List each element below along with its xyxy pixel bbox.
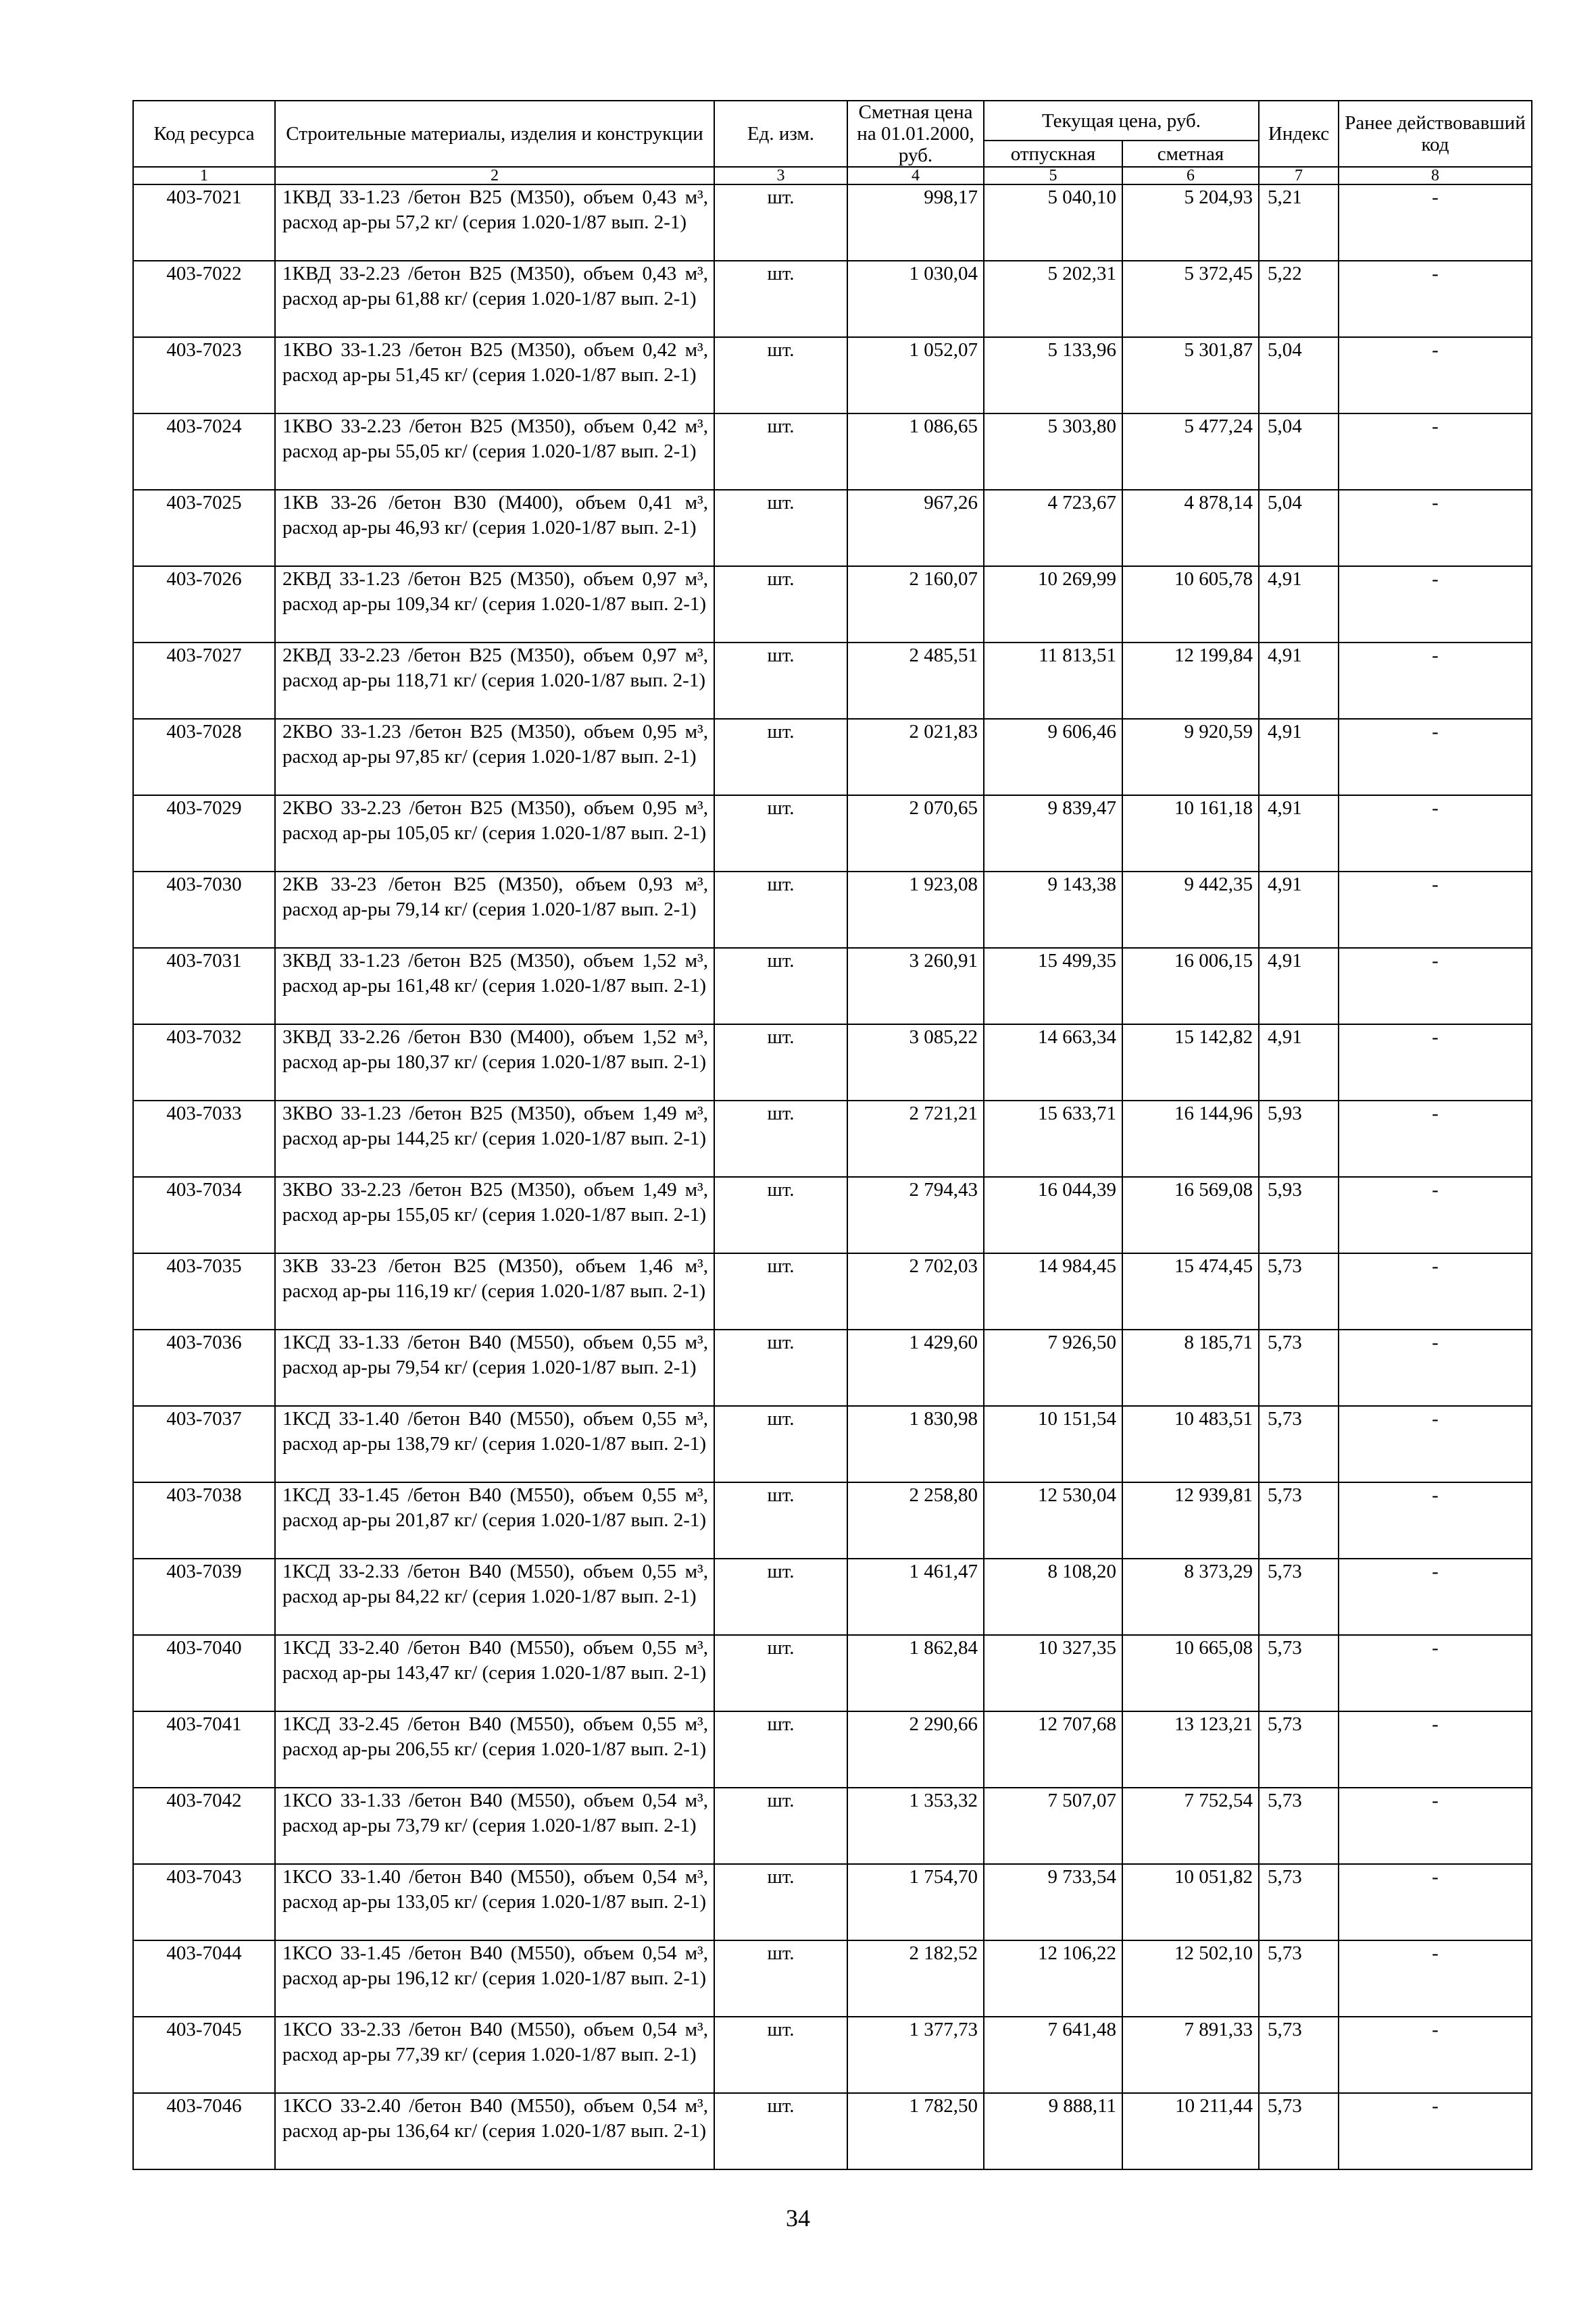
previous-code: -: [1339, 643, 1532, 719]
resource-code: 403-7046: [133, 2093, 275, 2169]
estimate-price: 7 752,54: [1122, 1788, 1259, 1864]
base-price: 3 085,22: [847, 1024, 984, 1101]
release-price: 10 269,99: [984, 566, 1122, 643]
previous-code: -: [1339, 948, 1532, 1024]
material-name: 2КВО 33-1.23 /бетон В25 (М350), объем 0,95 м³, расход ар-ры 97,85 кг/ (серия 1.020-1/87 вып. 2-1): [275, 719, 714, 795]
release-price: 15 633,71: [984, 1101, 1122, 1177]
previous-code: -: [1339, 490, 1532, 566]
table-row: [133, 1940, 1532, 2017]
material-name: 1КВО 33-2.23 /бетон В25 (М350), объем 0,42 м³, расход ар-ры 55,05 кг/ (серия 1.020-1/87 вып. 2-1): [275, 413, 714, 490]
previous-code: -: [1339, 872, 1532, 948]
base-price: 1 353,32: [847, 1788, 984, 1864]
release-price: 9 733,54: [984, 1864, 1122, 1940]
price-index: 5,93: [1259, 1177, 1339, 1253]
resource-code: 403-7038: [133, 1482, 275, 1559]
unit-of-measure: шт.: [714, 719, 847, 795]
release-price: 7 507,07: [984, 1788, 1122, 1864]
material-name: 1КСО 33-1.40 /бетон В40 (М550), объем 0,54 м³, расход ар-ры 133,05 кг/ (серия 1.020-1/87 вып. 2-1): [275, 1864, 714, 1940]
material-name: 3КВО 33-2.23 /бетон В25 (М350), объем 1,49 м³, расход ар-ры 155,05 кг/ (серия 1.020-1/87 вып. 2-1): [275, 1177, 714, 1253]
resource-code: 403-7039: [133, 1559, 275, 1635]
unit-of-measure: шт.: [714, 1101, 847, 1177]
material-name: 1КСО 33-1.33 /бетон В40 (М550), объем 0,54 м³, расход ар-ры 73,79 кг/ (серия 1.020-1/87 вып. 2-1): [275, 1788, 714, 1864]
column-numbers-row: [133, 167, 1532, 184]
price-index: 5,73: [1259, 1559, 1339, 1635]
material-name: 2КВО 33-2.23 /бетон В25 (М350), объем 0,95 м³, расход ар-ры 105,05 кг/ (серия 1.020-1/87 вып. 2-1): [275, 795, 714, 872]
unit-of-measure: шт.: [714, 2017, 847, 2093]
col-number: 7: [1259, 167, 1339, 184]
release-price: 4 723,67: [984, 490, 1122, 566]
estimate-price: 10 051,82: [1122, 1864, 1259, 1940]
base-price: 1 429,60: [847, 1330, 984, 1406]
resource-code: 403-7043: [133, 1864, 275, 1940]
previous-code: -: [1339, 719, 1532, 795]
material-name: 2КВ 33-23 /бетон В25 (М350), объем 0,93 м³, расход ар-ры 79,14 кг/ (серия 1.020-1/87 вып. 2-1): [275, 872, 714, 948]
material-name: 1КСД 33-2.40 /бетон В40 (М550), объем 0,55 м³, расход ар-ры 143,47 кг/ (серия 1.020-1/87 вып. 2-1): [275, 1635, 714, 1711]
resource-code: 403-7035: [133, 1253, 275, 1330]
material-name: 1КСО 33-1.45 /бетон В40 (М550), объем 0,54 м³, расход ар-ры 196,12 кг/ (серия 1.020-1/87 вып. 2-1): [275, 1940, 714, 2017]
material-name: 3КВО 33-1.23 /бетон В25 (М350), объем 1,49 м³, расход ар-ры 144,25 кг/ (серия 1.020-1/87 вып. 2-1): [275, 1101, 714, 1177]
price-index: 4,91: [1259, 643, 1339, 719]
base-price: 2 258,80: [847, 1482, 984, 1559]
estimate-price: 7 891,33: [1122, 2017, 1259, 2093]
estimate-price: 12 939,81: [1122, 1482, 1259, 1559]
resource-code: 403-7033: [133, 1101, 275, 1177]
base-price: 967,26: [847, 490, 984, 566]
unit-of-measure: шт.: [714, 643, 847, 719]
material-name: 3КВД 33-1.23 /бетон В25 (М350), объем 1,52 м³, расход ар-ры 161,48 кг/ (серия 1.020-1/87 вып. 2-1): [275, 948, 714, 1024]
base-price: 1 461,47: [847, 1559, 984, 1635]
estimate-price: 8 185,71: [1122, 1330, 1259, 1406]
page-number: 34: [786, 2205, 810, 2232]
material-name: 1КСД 33-1.33 /бетон В40 (М550), объем 0,55 м³, расход ар-ры 79,54 кг/ (серия 1.020-1/87 вып. 2-1): [275, 1330, 714, 1406]
unit-of-measure: шт.: [714, 1253, 847, 1330]
material-name: 3КВД 33-2.26 /бетон В30 (М400), объем 1,52 м³, расход ар-ры 180,37 кг/ (серия 1.020-1/87 вып. 2-1): [275, 1024, 714, 1101]
base-price: 2 021,83: [847, 719, 984, 795]
previous-code: -: [1339, 337, 1532, 413]
table-row: [133, 1330, 1532, 1406]
base-price: 2 070,65: [847, 795, 984, 872]
table-row: [133, 1406, 1532, 1482]
material-name: 2КВД 33-2.23 /бетон В25 (М350), объем 0,97 м³, расход ар-ры 118,71 кг/ (серия 1.020-1/87 вып. 2-1): [275, 643, 714, 719]
release-price: 14 663,34: [984, 1024, 1122, 1101]
resource-code: 403-7032: [133, 1024, 275, 1101]
estimate-price: 12 199,84: [1122, 643, 1259, 719]
resource-code: 403-7021: [133, 184, 275, 261]
table-row: [133, 1864, 1532, 1940]
estimate-price: 9 920,59: [1122, 719, 1259, 795]
release-price: 11 813,51: [984, 643, 1122, 719]
resource-code: 403-7045: [133, 2017, 275, 2093]
table-row: [133, 337, 1532, 413]
price-index: 5,73: [1259, 1940, 1339, 2017]
release-price: 10 327,35: [984, 1635, 1122, 1711]
base-price: 1 030,04: [847, 261, 984, 337]
table-row: [133, 1559, 1532, 1635]
release-price: 9 143,38: [984, 872, 1122, 948]
resource-code: 403-7030: [133, 872, 275, 948]
unit-of-measure: шт.: [714, 566, 847, 643]
previous-code: -: [1339, 1711, 1532, 1788]
previous-code: -: [1339, 1635, 1532, 1711]
unit-of-measure: шт.: [714, 1177, 847, 1253]
price-index: 5,22: [1259, 261, 1339, 337]
unit-of-measure: шт.: [714, 795, 847, 872]
price-index: 4,91: [1259, 1024, 1339, 1101]
previous-code: -: [1339, 2093, 1532, 2169]
resource-code: 403-7041: [133, 1711, 275, 1788]
table-row: [133, 1482, 1532, 1559]
resource-code: 403-7025: [133, 490, 275, 566]
unit-of-measure: шт.: [714, 1635, 847, 1711]
unit-of-measure: шт.: [714, 261, 847, 337]
resource-code: 403-7036: [133, 1330, 275, 1406]
material-name: 1КСО 33-2.33 /бетон В40 (М550), объем 0,54 м³, расход ар-ры 77,39 кг/ (серия 1.020-1/87 вып. 2-1): [275, 2017, 714, 2093]
previous-code: -: [1339, 1940, 1532, 2017]
unit-of-measure: шт.: [714, 1330, 847, 1406]
col-number: 2: [275, 167, 714, 184]
release-price: 7 641,48: [984, 2017, 1122, 2093]
estimate-price: 13 123,21: [1122, 1711, 1259, 1788]
unit-of-measure: шт.: [714, 872, 847, 948]
unit-of-measure: шт.: [714, 1940, 847, 2017]
table-row: [133, 1635, 1532, 1711]
previous-code: -: [1339, 1177, 1532, 1253]
table-row: [133, 1253, 1532, 1330]
col-number: 8: [1339, 167, 1532, 184]
price-index: 5,73: [1259, 1482, 1339, 1559]
table-row: [133, 1101, 1532, 1177]
resource-code: 403-7028: [133, 719, 275, 795]
resource-code: 403-7024: [133, 413, 275, 490]
previous-code: -: [1339, 1559, 1532, 1635]
table-row: [133, 643, 1532, 719]
material-name: 1КВД 33-2.23 /бетон В25 (М350), объем 0,43 м³, расход ар-ры 61,88 кг/ (серия 1.020-1/87 вып. 2-1): [275, 261, 714, 337]
col-number: 5: [984, 167, 1122, 184]
resource-code: 403-7034: [133, 1177, 275, 1253]
base-price: 1 862,84: [847, 1635, 984, 1711]
estimate-price: 10 161,18: [1122, 795, 1259, 872]
unit-of-measure: шт.: [714, 337, 847, 413]
base-price: 1 086,65: [847, 413, 984, 490]
col-number: 3: [714, 167, 847, 184]
header-index: Индекс: [1259, 101, 1339, 167]
price-index: 5,73: [1259, 1711, 1339, 1788]
estimate-price: 5 301,87: [1122, 337, 1259, 413]
release-price: 16 044,39: [984, 1177, 1122, 1253]
release-price: 5 303,80: [984, 413, 1122, 490]
base-price: 2 160,07: [847, 566, 984, 643]
base-price: 998,17: [847, 184, 984, 261]
estimate-price: 5 477,24: [1122, 413, 1259, 490]
price-index: 5,93: [1259, 1101, 1339, 1177]
unit-of-measure: шт.: [714, 184, 847, 261]
price-index: 4,91: [1259, 719, 1339, 795]
previous-code: -: [1339, 1406, 1532, 1482]
previous-code: -: [1339, 413, 1532, 490]
unit-of-measure: шт.: [714, 490, 847, 566]
material-name: 2КВД 33-1.23 /бетон В25 (М350), объем 0,97 м³, расход ар-ры 109,34 кг/ (серия 1.020-1/87 вып. 2-1): [275, 566, 714, 643]
material-name: 3КВ 33-23 /бетон В25 (М350), объем 1,46 м³, расход ар-ры 116,19 кг/ (серия 1.020-1/87 вып. 2-1): [275, 1253, 714, 1330]
estimate-price: 15 142,82: [1122, 1024, 1259, 1101]
release-price: 5 202,31: [984, 261, 1122, 337]
col-number: 1: [133, 167, 275, 184]
base-price: 1 830,98: [847, 1406, 984, 1482]
release-price: 12 707,68: [984, 1711, 1122, 1788]
previous-code: -: [1339, 1864, 1532, 1940]
previous-code: -: [1339, 1788, 1532, 1864]
base-price: 2 290,66: [847, 1711, 984, 1788]
estimate-price: 16 144,96: [1122, 1101, 1259, 1177]
header-release-price: отпускная: [984, 141, 1122, 167]
estimate-price: 5 372,45: [1122, 261, 1259, 337]
price-table: [132, 100, 1532, 2170]
previous-code: -: [1339, 261, 1532, 337]
unit-of-measure: шт.: [714, 1482, 847, 1559]
table-row: [133, 261, 1532, 337]
release-price: 8 108,20: [984, 1559, 1122, 1635]
table-row: [133, 795, 1532, 872]
base-price: 2 182,52: [847, 1940, 984, 2017]
table-header: [133, 101, 1532, 184]
release-price: 10 151,54: [984, 1406, 1122, 1482]
material-name: 1КСД 33-1.40 /бетон В40 (М550), объем 0,55 м³, расход ар-ры 138,79 кг/ (серия 1.020-1/87 вып. 2-1): [275, 1406, 714, 1482]
material-name: 1КВ 33-26 /бетон В30 (М400), объем 0,41 м³, расход ар-ры 46,93 кг/ (серия 1.020-1/87 вып. 2-1): [275, 490, 714, 566]
previous-code: -: [1339, 2017, 1532, 2093]
unit-of-measure: шт.: [714, 1864, 847, 1940]
header-base-price: Сметная цена на 01.01.2000, руб.: [847, 101, 984, 167]
price-index: 4,91: [1259, 795, 1339, 872]
release-price: 5 133,96: [984, 337, 1122, 413]
estimate-price: 9 442,35: [1122, 872, 1259, 948]
estimate-price: 8 373,29: [1122, 1559, 1259, 1635]
unit-of-measure: шт.: [714, 1406, 847, 1482]
price-index: 4,91: [1259, 566, 1339, 643]
price-index: 5,73: [1259, 1330, 1339, 1406]
table-body: [133, 184, 1532, 2169]
base-price: 2 702,03: [847, 1253, 984, 1330]
material-name: 1КВД 33-1.23 /бетон В25 (М350), объем 0,43 м³, расход ар-ры 57,2 кг/ (серия 1.020-1/87 вып. 2-1): [275, 184, 714, 261]
previous-code: -: [1339, 566, 1532, 643]
unit-of-measure: шт.: [714, 1711, 847, 1788]
resource-code: 403-7026: [133, 566, 275, 643]
price-index: 5,73: [1259, 1788, 1339, 1864]
release-price: 15 499,35: [984, 948, 1122, 1024]
base-price: 1 377,73: [847, 2017, 984, 2093]
estimate-price: 16 006,15: [1122, 948, 1259, 1024]
estimate-price: 16 569,08: [1122, 1177, 1259, 1253]
previous-code: -: [1339, 1482, 1532, 1559]
table-row: [133, 1788, 1532, 1864]
estimate-price: 10 605,78: [1122, 566, 1259, 643]
header-name: Строительные материалы, изделия и конструкции: [275, 101, 714, 167]
table-row: [133, 1711, 1532, 1788]
resource-code: 403-7022: [133, 261, 275, 337]
material-name: 1КСД 33-2.33 /бетон В40 (М550), объем 0,55 м³, расход ар-ры 84,22 кг/ (серия 1.020-1/87 вып. 2-1): [275, 1559, 714, 1635]
base-price: 1 754,70: [847, 1864, 984, 1940]
price-index: 5,04: [1259, 413, 1339, 490]
release-price: 12 106,22: [984, 1940, 1122, 2017]
resource-code: 403-7031: [133, 948, 275, 1024]
base-price: 1 782,50: [847, 2093, 984, 2169]
table-row: [133, 2093, 1532, 2169]
release-price: 9 606,46: [984, 719, 1122, 795]
price-index: 4,91: [1259, 948, 1339, 1024]
unit-of-measure: шт.: [714, 1024, 847, 1101]
resource-code: 403-7029: [133, 795, 275, 872]
previous-code: -: [1339, 1330, 1532, 1406]
table-row: [133, 872, 1532, 948]
table-row: [133, 184, 1532, 261]
estimate-price: 15 474,45: [1122, 1253, 1259, 1330]
estimate-price: 5 204,93: [1122, 184, 1259, 261]
price-index: 5,73: [1259, 1406, 1339, 1482]
estimate-price: 12 502,10: [1122, 1940, 1259, 2017]
price-index: 5,73: [1259, 2017, 1339, 2093]
material-name: 1КВО 33-1.23 /бетон В25 (М350), объем 0,42 м³, расход ар-ры 51,45 кг/ (серия 1.020-1/87 вып. 2-1): [275, 337, 714, 413]
price-index: 5,04: [1259, 490, 1339, 566]
price-index: 5,73: [1259, 1864, 1339, 1940]
material-name: 1КСД 33-1.45 /бетон В40 (М550), объем 0,55 м³, расход ар-ры 201,87 кг/ (серия 1.020-1/87 вып. 2-1): [275, 1482, 714, 1559]
col-number: 4: [847, 167, 984, 184]
base-price: 2 721,21: [847, 1101, 984, 1177]
header-code: Код ресурса: [133, 101, 275, 167]
base-price: 2 794,43: [847, 1177, 984, 1253]
previous-code: -: [1339, 1101, 1532, 1177]
col-number: 6: [1122, 167, 1259, 184]
header-current-price: Текущая цена, руб.: [984, 101, 1259, 141]
base-price: 1 923,08: [847, 872, 984, 948]
release-price: 9 888,11: [984, 2093, 1122, 2169]
header-estimate-price: сметная: [1122, 141, 1259, 167]
estimate-price: 10 665,08: [1122, 1635, 1259, 1711]
table-row: [133, 413, 1532, 490]
release-price: 12 530,04: [984, 1482, 1122, 1559]
base-price: 2 485,51: [847, 643, 984, 719]
unit-of-measure: шт.: [714, 2093, 847, 2169]
price-index: 5,04: [1259, 337, 1339, 413]
base-price: 3 260,91: [847, 948, 984, 1024]
unit-of-measure: шт.: [714, 1559, 847, 1635]
previous-code: -: [1339, 184, 1532, 261]
release-price: 5 040,10: [984, 184, 1122, 261]
release-price: 14 984,45: [984, 1253, 1122, 1330]
release-price: 7 926,50: [984, 1330, 1122, 1406]
table-row: [133, 1024, 1532, 1101]
previous-code: -: [1339, 1253, 1532, 1330]
header-unit: Ед. изм.: [714, 101, 847, 167]
table-row: [133, 1177, 1532, 1253]
resource-code: 403-7042: [133, 1788, 275, 1864]
release-price: 9 839,47: [984, 795, 1122, 872]
estimate-price: 10 483,51: [1122, 1406, 1259, 1482]
previous-code: -: [1339, 795, 1532, 872]
table-row: [133, 719, 1532, 795]
price-index: 5,73: [1259, 1635, 1339, 1711]
base-price: 1 052,07: [847, 337, 984, 413]
resource-code: 403-7027: [133, 643, 275, 719]
price-index: 5,73: [1259, 2093, 1339, 2169]
header-prev-code: Ранее действовавший код: [1339, 101, 1532, 167]
resource-code: 403-7044: [133, 1940, 275, 2017]
estimate-price: 4 878,14: [1122, 490, 1259, 566]
material-name: 1КСО 33-2.40 /бетон В40 (М550), объем 0,54 м³, расход ар-ры 136,64 кг/ (серия 1.020-1/87 вып. 2-1): [275, 2093, 714, 2169]
price-index: 4,91: [1259, 872, 1339, 948]
estimate-price: 10 211,44: [1122, 2093, 1259, 2169]
table-row: [133, 566, 1532, 643]
resource-code: 403-7040: [133, 1635, 275, 1711]
unit-of-measure: шт.: [714, 1788, 847, 1864]
material-name: 1КСД 33-2.45 /бетон В40 (М550), объем 0,55 м³, расход ар-ры 206,55 кг/ (серия 1.020-1/87 вып. 2-1): [275, 1711, 714, 1788]
previous-code: -: [1339, 1024, 1532, 1101]
resource-code: 403-7037: [133, 1406, 275, 1482]
price-table-sheet: [132, 100, 1531, 2170]
unit-of-measure: шт.: [714, 948, 847, 1024]
price-index: 5,73: [1259, 1253, 1339, 1330]
table-row: [133, 490, 1532, 566]
resource-code: 403-7023: [133, 337, 275, 413]
price-index: 5,21: [1259, 184, 1339, 261]
table-row: [133, 948, 1532, 1024]
table-row: [133, 2017, 1532, 2093]
unit-of-measure: шт.: [714, 413, 847, 490]
